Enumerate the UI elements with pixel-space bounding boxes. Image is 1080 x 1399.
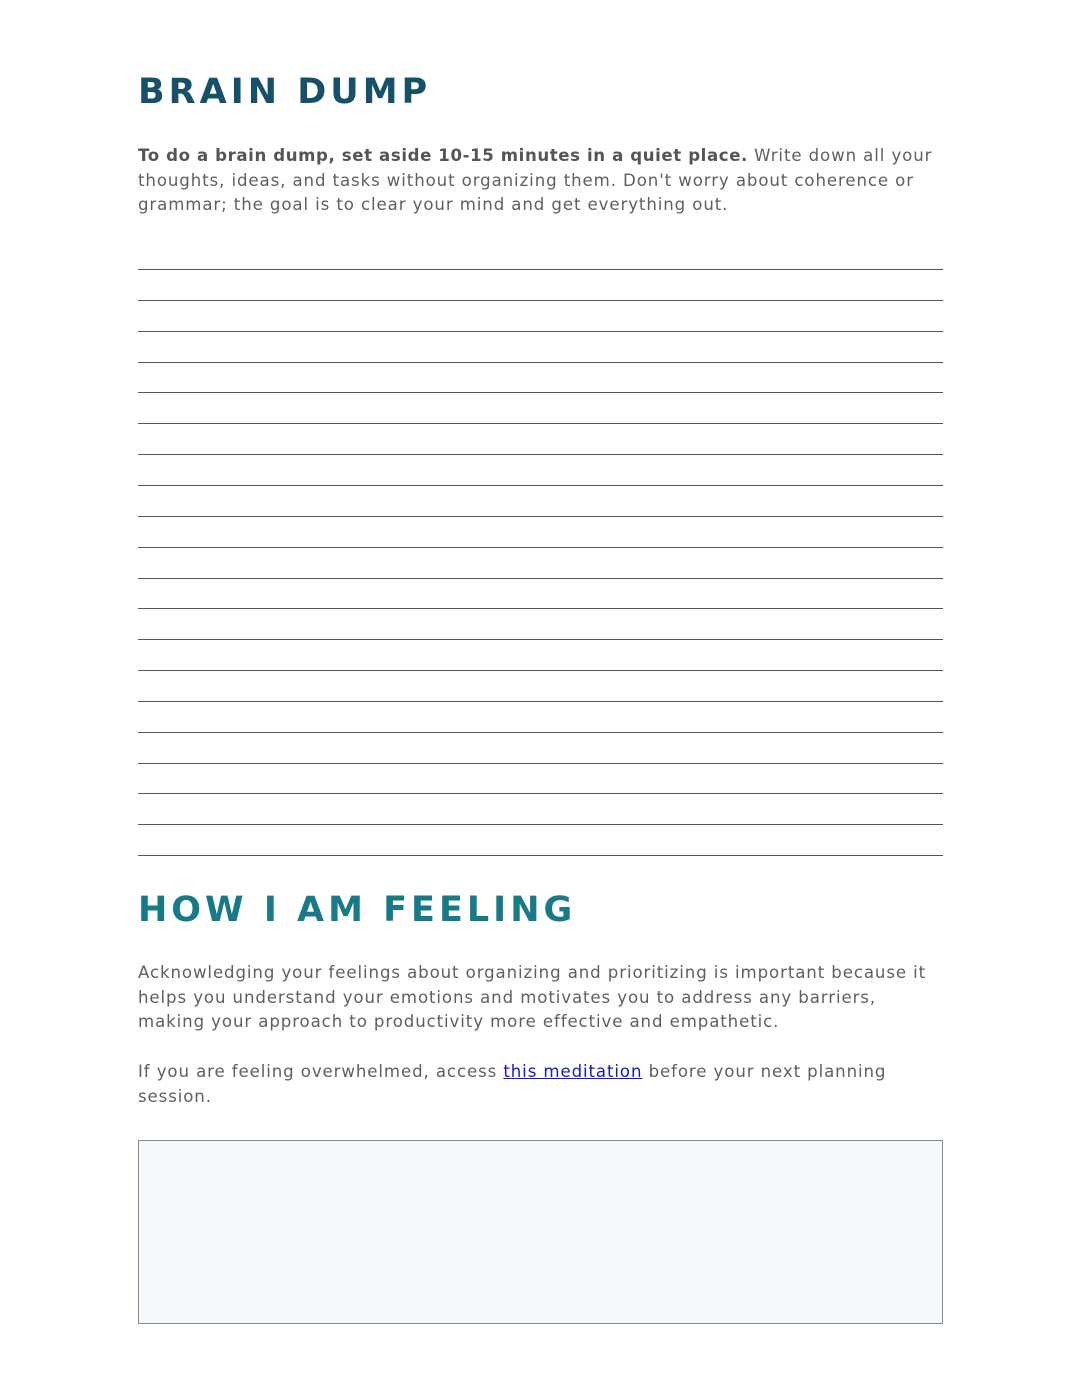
overwhelm-note-after: before your next planning session. bbox=[138, 1062, 887, 1106]
feelings-notes-box[interactable] bbox=[138, 1140, 943, 1324]
writing-line[interactable] bbox=[138, 485, 943, 486]
writing-line[interactable] bbox=[138, 578, 943, 579]
brain-dump-instructions-bold: To do a brain dump, set aside 10-15 minutes in a quiet place. bbox=[138, 146, 748, 165]
writing-line[interactable] bbox=[138, 300, 943, 301]
writing-line[interactable] bbox=[138, 547, 943, 548]
writing-line[interactable] bbox=[138, 269, 943, 270]
writing-line[interactable] bbox=[138, 639, 943, 640]
writing-line[interactable] bbox=[138, 732, 943, 733]
writing-line[interactable] bbox=[138, 701, 943, 702]
how-i-am-feeling-title: HOW I AM FEELING bbox=[138, 890, 577, 930]
meditation-link[interactable]: this meditation bbox=[503, 1062, 643, 1081]
brain-dump-instructions bbox=[138, 144, 943, 218]
writing-line[interactable] bbox=[138, 763, 943, 764]
writing-line[interactable] bbox=[138, 423, 943, 424]
writing-line[interactable] bbox=[138, 516, 943, 517]
brain-dump-title: BRAIN DUMP bbox=[138, 72, 432, 112]
writing-line[interactable] bbox=[138, 824, 943, 825]
overwhelm-note-before: If you are feeling overwhelmed, access bbox=[138, 1062, 504, 1081]
overwhelm-note bbox=[138, 1060, 943, 1109]
writing-line[interactable] bbox=[138, 855, 943, 856]
writing-line[interactable] bbox=[138, 793, 943, 794]
writing-line[interactable] bbox=[138, 608, 943, 609]
writing-line[interactable] bbox=[138, 392, 943, 393]
feelings-explanation: Acknowledging your feelings about organizing and prioritizing is important because it helps you understand your emotions and motivates you to address any barriers, making your approach to productivity more effective and empathetic. bbox=[138, 963, 927, 1031]
writing-line[interactable] bbox=[138, 454, 943, 455]
writing-line[interactable] bbox=[138, 362, 943, 363]
brain-dump-instructions-text: Write down all your thoughts, ideas, and tasks without organizing them. Don't worry about coherence or grammar; the goal is to clear your mind and get everything out. bbox=[138, 146, 933, 214]
writing-line[interactable] bbox=[138, 331, 943, 332]
writing-line[interactable] bbox=[138, 670, 943, 671]
